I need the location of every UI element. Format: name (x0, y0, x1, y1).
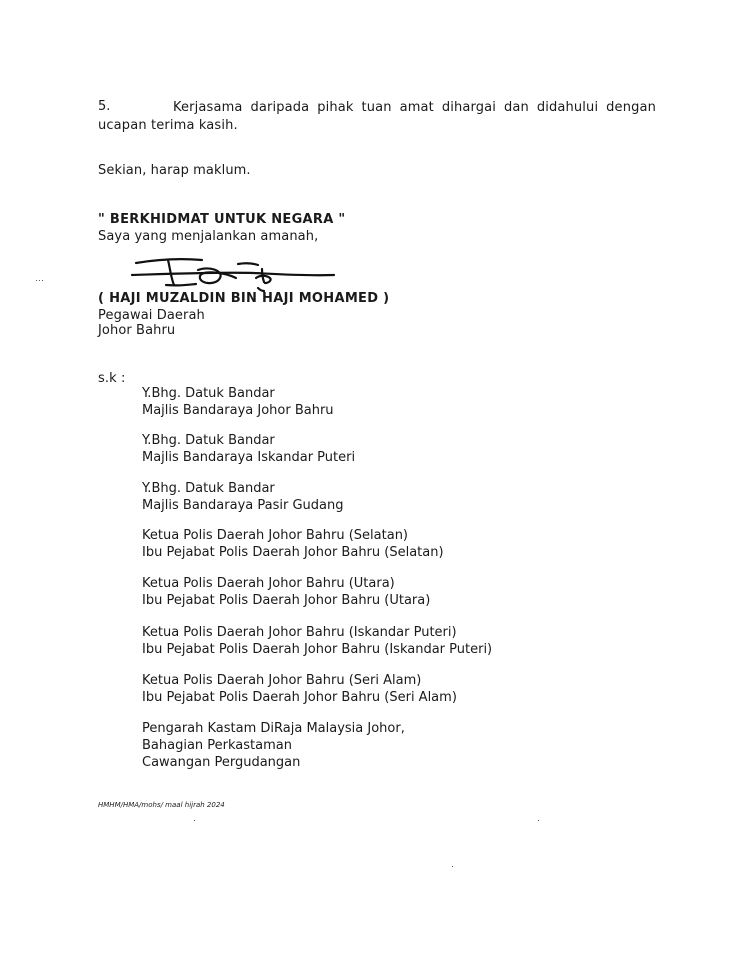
cc-recipient-office: Majlis Bandaraya Pasir Gudang (142, 498, 344, 513)
cc-recipient-title: Ketua Polis Daerah Johor Bahru (Selatan) (142, 528, 408, 543)
cc-recipient (142, 720, 405, 771)
cc-recipient-office: Ibu Pejabat Polis Daerah Johor Bahru (Utara) (142, 593, 431, 608)
cc-recipient-office: Ibu Pejabat Polis Daerah Johor Bahru (Seri Alam) (142, 690, 457, 705)
cc-recipient (142, 624, 492, 658)
signatory-name: ( HAJI MUZALDIN BIN HAJI MOHAMED ) (98, 291, 390, 306)
cc-recipient-office: Ibu Pejabat Polis Daerah Johor Bahru (Iskandar Puteri) (142, 642, 493, 657)
signatory-location: Johor Bahru (98, 323, 176, 338)
cc-recipient (142, 480, 343, 514)
cc-label: s.k : (98, 371, 126, 386)
scan-speck (36, 280, 37, 281)
paragraph-5-number: 5. (98, 99, 111, 114)
cc-recipient-title: Ketua Polis Daerah Johor Bahru (Iskandar Puteri) (142, 625, 457, 640)
signatory-position: Pegawai Daerah (98, 308, 205, 323)
motto: " BERKHIDMAT UNTUK NEGARA " (98, 212, 346, 227)
scan-speck (538, 820, 539, 821)
cc-recipient-office: Majlis Bandaraya Johor Bahru (142, 403, 334, 418)
cc-recipient (142, 432, 355, 466)
valediction: Saya yang menjalankan amanah, (98, 229, 319, 244)
cc-recipient (142, 672, 457, 706)
cc-recipient-title: Ketua Polis Daerah Johor Bahru (Utara) (142, 576, 395, 591)
cc-recipient-title: Ketua Polis Daerah Johor Bahru (Seri Alam) (142, 673, 422, 688)
reference-code: HMHM/HMA/mohs/ maal hijrah 2024 (98, 801, 225, 809)
cc-recipient-title: Y.Bhg. Datuk Bandar (142, 386, 275, 401)
cc-recipient (142, 527, 444, 561)
scan-speck (39, 280, 40, 281)
paragraph-5-text: Kerjasama daripada pihak tuan amat dihargai dan didahului dengan ucapan terima kasih. (98, 100, 656, 133)
scan-speck (194, 820, 195, 821)
closing-line: Sekian, harap maklum. (98, 163, 251, 178)
cc-recipient-office: Majlis Bandaraya Iskandar Puteri (142, 450, 356, 465)
cc-recipient-office: Ibu Pejabat Polis Daerah Johor Bahru (Selatan) (142, 545, 444, 560)
cc-recipient-title: Y.Bhg. Datuk Bandar (142, 433, 275, 448)
scan-speck (42, 280, 43, 281)
scan-speck (452, 866, 453, 867)
cc-recipient-section: Cawangan Pergudangan (142, 755, 301, 770)
cc-recipient (142, 575, 430, 609)
cc-recipient-title: Y.Bhg. Datuk Bandar (142, 481, 275, 496)
cc-recipient-office: Bahagian Perkastaman (142, 738, 292, 753)
paragraph-5 (98, 99, 656, 135)
cc-recipient (142, 385, 334, 419)
cc-recipient-title: Pengarah Kastam DiRaja Malaysia Johor, (142, 721, 405, 736)
